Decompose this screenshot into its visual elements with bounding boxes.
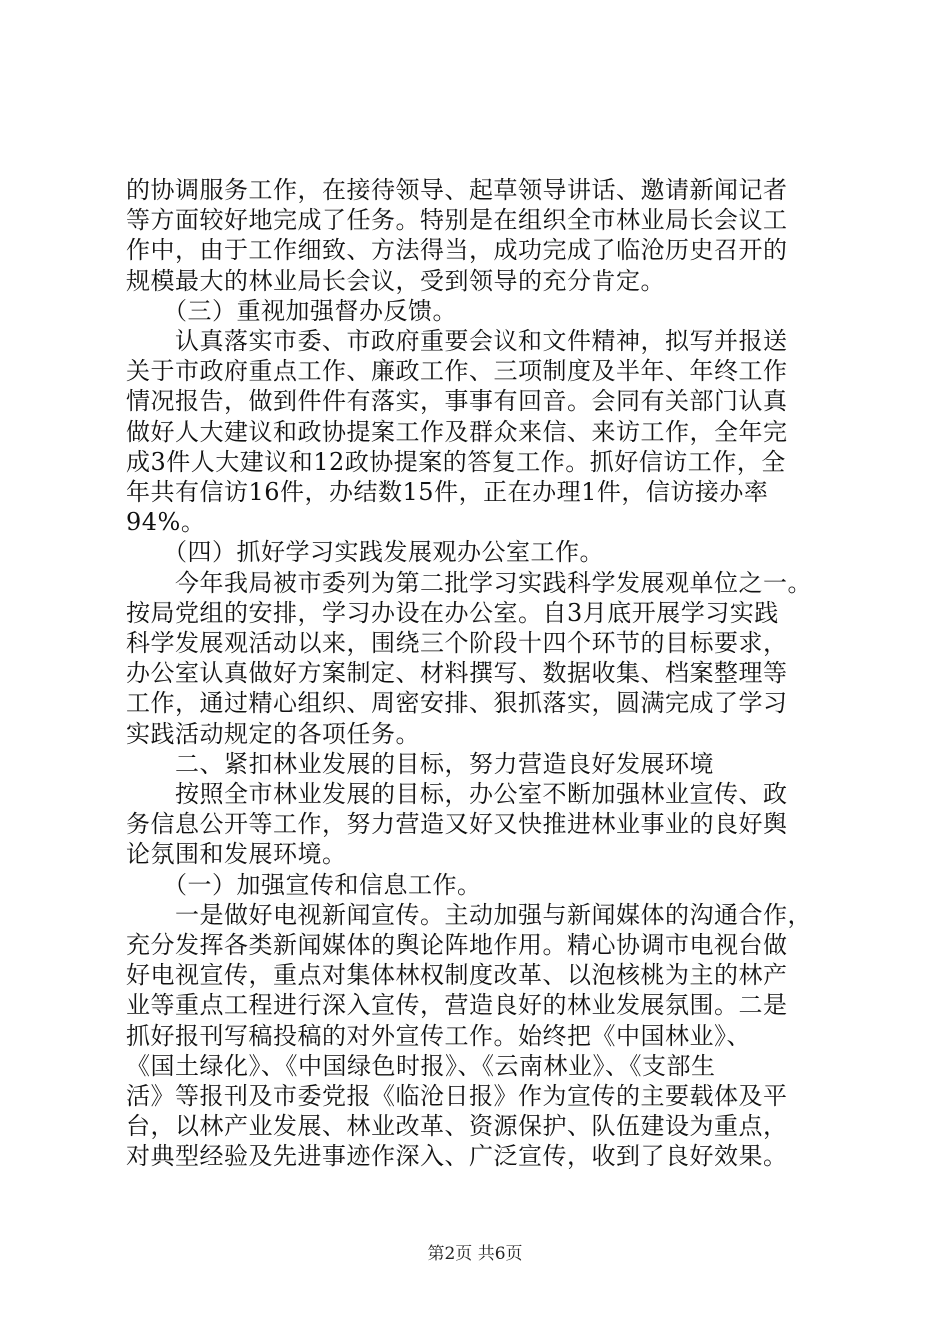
text-line: 充分发挥各类新闻媒体的舆论阵地作用。精心协调市电视台做 [126,931,788,959]
text-line: 办公室认真做好方案制定、材料撰写、数据收集、档案整理等 [126,659,788,688]
text-line: 认真落实市委、市政府重要会议和文件精神，拟写并报送 [126,327,788,355]
text-line: 实践活动规定的各项任务。 [126,719,420,748]
text-line: 今年我局被市委列为第二批学习实践科学发展观单位之一。 [126,568,812,597]
text-line: 论氛围和发展环境。 [126,840,347,869]
page-number-footer: 第2页 共6页 [427,1244,523,1264]
text-line: 的协调服务工作，在接待领导、起草领导讲话、邀请新闻记者 [126,176,788,204]
text-line: 等方面较好地完成了任务。特别是在组织全市林业局长会议工 [126,206,788,235]
text-line: 《国土绿化》、《中国绿色时报》、《云南林业》、《支部生 [126,1051,716,1080]
text-line: 对典型经验及先进事迹作深入、广泛宣传，收到了良好效果。 [126,1142,788,1171]
text-line: 工作，通过精心组织、周密安排、狠抓落实，圆满完成了学习 [126,689,788,718]
text-line: 台，以林产业发展、林业改革、资源保护、队伍建设为重点， [126,1112,788,1141]
text-line: 好电视宣传，重点对集体林权制度改革、以泡核桃为主的林产 [126,961,788,990]
text-line: 业等重点工程进行深入宣传，营造良好的林业发展氛围。二是 [126,991,788,1020]
text-line: 按照全市林业发展的目标，办公室不断加强林业宣传、政 [126,780,788,808]
text-line: 94%。 [126,508,206,537]
text-line: 情况报告，做到件件有落实，事事有回音。会同有关部门认真 [126,387,788,416]
section-heading: 二、紧扣林业发展的目标，努力营造良好发展环境 [126,749,714,778]
text-line: 抓好报刊写稿投稿的对外宣传工作。始终把《中国林业》、 [126,1021,751,1050]
text-line: 作中，由于工作细致、方法得当，成功完成了临沧历史召开的 [126,236,788,265]
text-line: 关于市政府重点工作、廉政工作、三项制度及半年、年终工作 [126,357,788,386]
text-line: 年共有信访16件，办结数15件，正在办理1件，信访接办率 [126,478,769,506]
text-line: 做好人大建议和政协提案工作及群众来信、来访工作，全年完 [126,417,788,446]
section-heading: （三）重视加强督办反馈。 [126,296,457,325]
section-heading: （四）抓好学习实践发展观办公室工作。 [126,538,604,567]
text-line: 规模最大的林业局长会议，受到领导的充分肯定。 [126,266,665,295]
text-line: 务信息公开等工作，努力营造又好又快推进林业事业的良好舆 [126,810,788,839]
text-line: 一是做好电视新闻宣传。主动加强与新闻媒体的沟通合作， [126,900,812,929]
text-line: 成3件人大建议和12政协提案的答复工作。抓好信访工作，全 [126,447,786,476]
text-line: 活》等报刊及市委党报《临沧日报》作为宣传的主要载体及平 [126,1082,788,1110]
text-line: 科学发展观活动以来，围绕三个阶段十四个环节的目标要求， [126,629,788,657]
text-line: 按局党组的安排，学习办设在办公室。自3月底开展学习实践 [126,598,779,627]
section-heading: （一）加强宣传和信息工作。 [126,870,482,899]
